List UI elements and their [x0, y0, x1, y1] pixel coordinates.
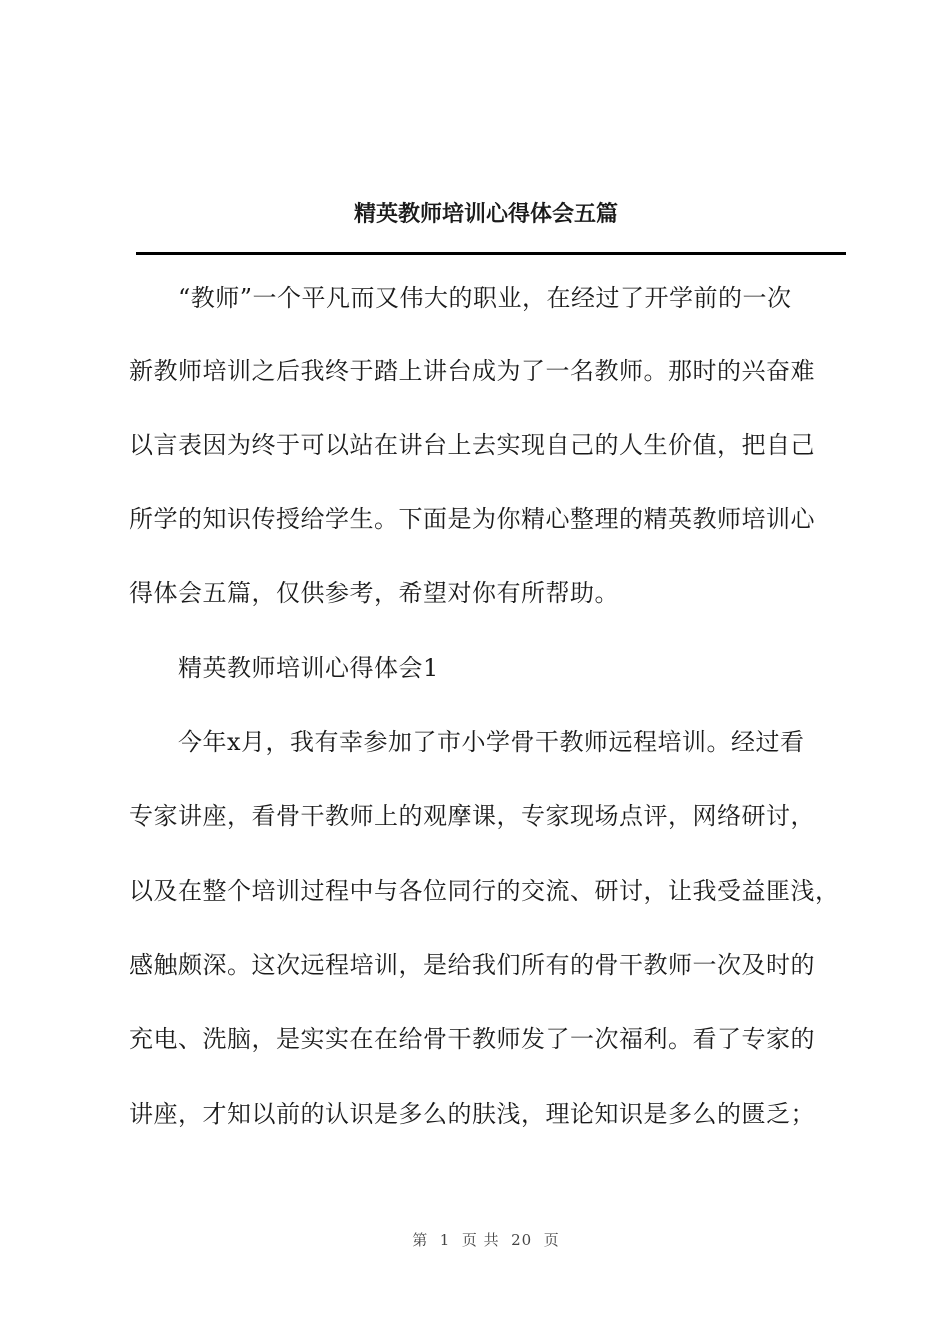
paragraph-line: “教师”一个平凡而又伟大的职业，在经过了开学前的一次 [178, 284, 792, 312]
paragraph-line: 讲座，才知以前的认识是多么的肤浅，理论知识是多么的匮乏； [129, 1100, 815, 1128]
page-number-footer: 第 1 页 共 20 页 [412, 1231, 560, 1249]
paragraph-line: 以言表因为终于可以站在讲台上去实现自己的人生价值，把自己 [129, 431, 815, 459]
document-title: 精英教师培训心得体会五篇 [353, 201, 618, 227]
paragraph-line: 专家讲座，看骨干教师上的观摩课，专家现场点评，网络研讨， [129, 802, 815, 830]
paragraph-line: 以及在整个培训过程中与各位同行的交流、研讨，让我受益匪浅， [129, 877, 840, 905]
paragraph-line: 今年x月，我有幸参加了市小学骨干教师远程培训。经过看 [178, 728, 805, 756]
section-heading: 精英教师培训心得体会1 [178, 654, 439, 682]
paragraph-line: 新教师培训之后我终于踏上讲台成为了一名教师。那时的兴奋难 [129, 357, 815, 385]
paragraph-line: 感触颇深。这次远程培训，是给我们所有的骨干教师一次及时的 [129, 951, 815, 979]
paragraph-line: 得体会五篇，仅供参考，希望对你有所帮助。 [129, 579, 619, 607]
paragraph-line: 充电、洗脑，是实实在在给骨干教师发了一次福利。看了专家的 [129, 1025, 815, 1053]
title-underline [136, 252, 846, 255]
paragraph-line: 所学的知识传授给学生。下面是为你精心整理的精英教师培训心 [129, 505, 815, 533]
